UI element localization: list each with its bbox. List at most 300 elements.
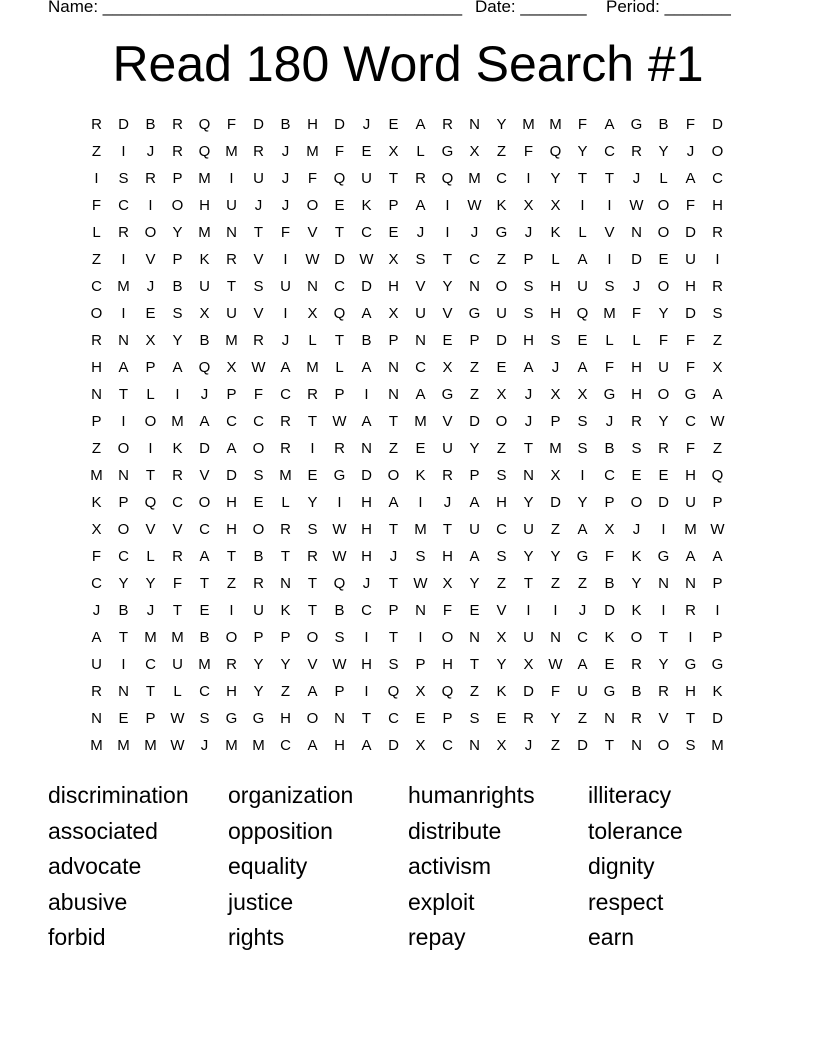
grid-letter: I xyxy=(418,629,423,646)
grid-letter: Z xyxy=(496,251,507,268)
grid-letter: C xyxy=(577,629,588,646)
grid-letter: M xyxy=(171,629,184,646)
grid-letter: J xyxy=(92,602,101,619)
grid-letter: R xyxy=(172,116,183,133)
grid-letter: Y xyxy=(496,656,507,673)
grid-letter: C xyxy=(604,467,615,484)
grid-letter: G xyxy=(225,710,238,727)
grid-letter: I xyxy=(688,629,693,646)
grid-letter: U xyxy=(91,656,102,673)
grid-letter: I xyxy=(148,197,153,214)
grid-letter: I xyxy=(229,602,234,619)
grid-letter: I xyxy=(418,494,423,511)
grid-letter: F xyxy=(550,683,561,700)
grid-letter: J xyxy=(281,197,290,214)
grid-letter: D xyxy=(685,224,696,241)
word-list-item: abusive xyxy=(48,888,128,915)
grid-letter: A xyxy=(577,359,588,376)
grid-letter: M xyxy=(414,521,427,538)
grid-letter: P xyxy=(388,602,399,619)
grid-letter: P xyxy=(226,386,237,403)
grid-letter: D xyxy=(523,683,534,700)
word-list-item: dignity xyxy=(588,853,655,880)
grid-letter: P xyxy=(442,710,453,727)
grid-letter: Q xyxy=(441,170,454,187)
grid-letter: Z xyxy=(712,440,723,457)
grid-letter: S xyxy=(118,170,129,187)
word-list-item: respect xyxy=(588,888,664,915)
grid-letter: O xyxy=(144,224,157,241)
grid-letter: G xyxy=(603,683,616,700)
grid-letter: H xyxy=(685,467,696,484)
grid-letter: I xyxy=(148,440,153,457)
grid-letter: R xyxy=(712,278,723,295)
grid-letter: T xyxy=(442,251,453,268)
grid-letter: X xyxy=(523,197,534,214)
grid-letter: X xyxy=(550,467,561,484)
grid-letter: V xyxy=(172,521,183,538)
grid-letter: A xyxy=(469,494,480,511)
grid-letter: Q xyxy=(333,305,346,322)
grid-letter: P xyxy=(415,656,426,673)
grid-letter: J xyxy=(200,386,209,403)
grid-letter: J xyxy=(200,737,209,754)
grid-letter: L xyxy=(335,359,344,376)
grid-letter: H xyxy=(361,656,372,673)
grid-letter: C xyxy=(334,278,345,295)
grid-letter: A xyxy=(577,521,588,538)
grid-letter: T xyxy=(388,575,399,592)
grid-letter: V xyxy=(145,251,156,268)
grid-letter: C xyxy=(496,521,507,538)
grid-letter: X xyxy=(388,251,399,268)
grid-letter: F xyxy=(91,197,102,214)
grid-letter: Z xyxy=(550,521,561,538)
grid-letter: I xyxy=(553,602,558,619)
grid-letter: V xyxy=(442,413,453,430)
grid-letter: D xyxy=(496,332,507,349)
grid-letter: Z xyxy=(496,440,507,457)
grid-letter: A xyxy=(307,683,318,700)
grid-letter: Z xyxy=(91,251,102,268)
grid-letter: S xyxy=(469,710,480,727)
grid-letter: M xyxy=(225,143,238,160)
grid-letter: G xyxy=(441,386,454,403)
grid-letter: J xyxy=(524,224,533,241)
grid-letter: C xyxy=(712,170,723,187)
word-list-item: activism xyxy=(408,853,492,880)
grid-letter: U xyxy=(577,278,588,295)
grid-letter: P xyxy=(118,494,129,511)
grid-letter: Y xyxy=(442,278,453,295)
grid-letter: H xyxy=(361,548,372,565)
grid-letter: O xyxy=(495,278,508,295)
grid-letter: E xyxy=(388,116,399,133)
grid-letter: D xyxy=(388,737,399,754)
grid-letter: F xyxy=(577,116,588,133)
grid-letter: W xyxy=(710,521,725,538)
grid-letter: B xyxy=(280,116,291,133)
grid-letter: U xyxy=(199,278,210,295)
word-list-item: justice xyxy=(228,888,294,915)
grid-letter: W xyxy=(413,575,428,592)
grid-letter: O xyxy=(252,521,265,538)
grid-letter: T xyxy=(523,440,534,457)
grid-letter: F xyxy=(685,197,696,214)
grid-letter: W xyxy=(332,656,347,673)
grid-letter: J xyxy=(524,386,533,403)
word-list-item: exploit xyxy=(408,888,475,915)
grid-letter: U xyxy=(577,683,588,700)
grid-letter: N xyxy=(307,278,318,295)
grid-letter: L xyxy=(632,332,641,349)
grid-letter: D xyxy=(361,467,372,484)
grid-letter: G xyxy=(441,143,454,160)
grid-letter: D xyxy=(604,602,615,619)
grid-letter: M xyxy=(90,737,103,754)
grid-letter: T xyxy=(388,170,399,187)
grid-letter: M xyxy=(252,737,265,754)
grid-letter: X xyxy=(496,737,507,754)
grid-letter: Y xyxy=(577,494,588,511)
grid-letter: S xyxy=(334,629,345,646)
grid-letter: P xyxy=(712,629,723,646)
grid-letter: C xyxy=(280,386,291,403)
grid-letter: N xyxy=(631,737,642,754)
grid-letter: J xyxy=(632,278,641,295)
grid-letter: N xyxy=(280,575,291,592)
grid-letter: P xyxy=(469,332,480,349)
grid-letter: X xyxy=(199,305,210,322)
grid-letter: O xyxy=(630,494,643,511)
grid-letter: A xyxy=(415,386,426,403)
grid-letter: N xyxy=(118,683,129,700)
grid-letter: D xyxy=(631,251,642,268)
grid-letter: A xyxy=(577,656,588,673)
grid-letter: S xyxy=(496,467,507,484)
grid-letter: U xyxy=(523,629,534,646)
grid-letter: I xyxy=(229,170,234,187)
grid-letter: A xyxy=(712,386,723,403)
grid-letter: O xyxy=(711,143,724,160)
word-list-item: opposition xyxy=(228,817,333,844)
grid-letter: F xyxy=(658,332,669,349)
grid-letter: H xyxy=(496,494,507,511)
grid-letter: W xyxy=(548,656,563,673)
grid-letter: N xyxy=(334,710,345,727)
grid-letter: H xyxy=(199,197,210,214)
grid-letter: A xyxy=(388,494,399,511)
grid-letter: N xyxy=(523,467,534,484)
grid-letter: M xyxy=(117,737,130,754)
grid-letter: J xyxy=(524,737,533,754)
word-list-item: humanrights xyxy=(408,782,535,808)
grid-letter: R xyxy=(631,710,642,727)
grid-letter: I xyxy=(607,251,612,268)
grid-letter: T xyxy=(280,548,291,565)
grid-letter: X xyxy=(415,683,426,700)
grid-letter: I xyxy=(580,467,585,484)
grid-letter: B xyxy=(199,629,210,646)
grid-letter: P xyxy=(145,359,156,376)
grid-letter: R xyxy=(253,332,264,349)
grid-letter: N xyxy=(658,575,669,592)
grid-letter: K xyxy=(496,683,507,700)
grid-letter: M xyxy=(684,521,697,538)
grid-letter: J xyxy=(524,413,533,430)
grid-letter: T xyxy=(604,170,615,187)
grid-letter: P xyxy=(91,413,102,430)
grid-letter: F xyxy=(604,548,615,565)
grid-letter: O xyxy=(117,440,130,457)
grid-letter: A xyxy=(91,629,102,646)
grid-letter: B xyxy=(145,116,156,133)
grid-letter: O xyxy=(657,278,670,295)
grid-letter: R xyxy=(91,332,102,349)
grid-letter: E xyxy=(118,710,129,727)
grid-letter: L xyxy=(659,170,668,187)
grid-letter: Q xyxy=(387,683,400,700)
grid-letter: Y xyxy=(172,224,183,241)
grid-letter: H xyxy=(550,278,561,295)
grid-letter: P xyxy=(145,710,156,727)
grid-letter: A xyxy=(361,305,372,322)
grid-letter: S xyxy=(496,548,507,565)
grid-letter: G xyxy=(333,467,346,484)
grid-letter: R xyxy=(712,224,723,241)
grid-letter: U xyxy=(172,656,183,673)
grid-letter: W xyxy=(629,197,644,214)
grid-letter: F xyxy=(685,116,696,133)
grid-letter: A xyxy=(172,359,183,376)
grid-letter: F xyxy=(226,116,237,133)
grid-letter: C xyxy=(685,413,696,430)
grid-letter: C xyxy=(199,683,210,700)
word-list-item: illiteracy xyxy=(588,782,672,808)
grid-letter: D xyxy=(334,251,345,268)
grid-letter: J xyxy=(551,359,560,376)
header-line xyxy=(48,0,768,19)
grid-letter: I xyxy=(661,602,666,619)
grid-letter: X xyxy=(523,656,534,673)
grid-letter: B xyxy=(199,332,210,349)
grid-letter: J xyxy=(686,143,695,160)
grid-letter: Y xyxy=(658,305,669,322)
grid-letter: Y xyxy=(118,575,129,592)
grid-letter: Y xyxy=(523,494,534,511)
grid-letter: J xyxy=(416,224,425,241)
grid-letter: K xyxy=(631,548,642,565)
grid-letter: T xyxy=(307,413,318,430)
grid-letter: R xyxy=(442,467,453,484)
grid-letter: W xyxy=(332,413,347,430)
grid-letter: T xyxy=(172,602,183,619)
grid-letter: A xyxy=(199,413,210,430)
grid-letter: O xyxy=(657,386,670,403)
grid-letter: B xyxy=(604,440,615,457)
grid-letter: J xyxy=(254,197,263,214)
grid-letter: Y xyxy=(469,575,480,592)
grid-letter: N xyxy=(415,602,426,619)
grid-letter: O xyxy=(306,629,319,646)
grid-letter: R xyxy=(145,170,156,187)
grid-letter: D xyxy=(226,467,237,484)
grid-letter: M xyxy=(711,737,724,754)
grid-letter: Q xyxy=(549,143,562,160)
grid-letter: W xyxy=(251,359,266,376)
grid-letter: I xyxy=(121,305,126,322)
grid-letter: A xyxy=(415,116,426,133)
grid-letter: H xyxy=(442,656,453,673)
grid-letter: H xyxy=(91,359,102,376)
grid-letter: K xyxy=(415,467,426,484)
grid-letter: R xyxy=(172,548,183,565)
grid-letter: Z xyxy=(469,386,480,403)
grid-letter: N xyxy=(631,224,642,241)
grid-letter: I xyxy=(121,656,126,673)
grid-letter: O xyxy=(306,710,319,727)
grid-letter: E xyxy=(658,251,669,268)
grid-letter: D xyxy=(712,116,723,133)
grid-letter: N xyxy=(415,332,426,349)
grid-letter: T xyxy=(145,467,156,484)
grid-letter: R xyxy=(307,548,318,565)
grid-letter: T xyxy=(442,521,453,538)
grid-letter: K xyxy=(712,683,723,700)
grid-letter: F xyxy=(172,575,183,592)
grid-letter: W xyxy=(332,548,347,565)
grid-letter: I xyxy=(526,602,531,619)
grid-letter: N xyxy=(469,629,480,646)
grid-letter: P xyxy=(550,413,561,430)
grid-letter: U xyxy=(361,170,372,187)
grid-letter: P xyxy=(469,467,480,484)
grid-letter: R xyxy=(442,116,453,133)
grid-letter: X xyxy=(577,386,588,403)
word-list-item: equality xyxy=(228,853,308,880)
grid-letter: C xyxy=(361,224,372,241)
grid-letter: S xyxy=(550,332,561,349)
grid-letter: R xyxy=(226,656,237,673)
grid-letter: W xyxy=(710,413,725,430)
grid-letter: M xyxy=(171,413,184,430)
grid-letter: Z xyxy=(496,143,507,160)
grid-letter: T xyxy=(307,602,318,619)
grid-letter: R xyxy=(91,116,102,133)
grid-letter: D xyxy=(334,116,345,133)
grid-letter: H xyxy=(361,521,372,538)
grid-letter: Y xyxy=(523,548,534,565)
grid-letter: I xyxy=(121,143,126,160)
grid-letter: T xyxy=(334,224,345,241)
grid-letter: X xyxy=(307,305,318,322)
grid-letter: M xyxy=(306,359,319,376)
grid-letter: V xyxy=(145,521,156,538)
grid-letter: B xyxy=(604,575,615,592)
grid-letter: E xyxy=(361,143,372,160)
grid-letter: G xyxy=(252,710,265,727)
grid-letter: B xyxy=(334,602,345,619)
grid-letter: Q xyxy=(333,575,346,592)
grid-letter: N xyxy=(550,629,561,646)
grid-letter: F xyxy=(91,548,102,565)
grid-letter: W xyxy=(170,737,185,754)
grid-letter: Z xyxy=(577,710,588,727)
grid-letter: X xyxy=(496,629,507,646)
grid-letter: R xyxy=(334,440,345,457)
grid-letter: U xyxy=(226,197,237,214)
grid-letter: J xyxy=(362,575,371,592)
grid-letter: H xyxy=(631,359,642,376)
grid-letter: T xyxy=(469,656,480,673)
word-list-item: rights xyxy=(228,924,285,951)
grid-letter: N xyxy=(469,278,480,295)
letter-grid xyxy=(83,111,731,759)
grid-letter: Q xyxy=(198,116,211,133)
grid-letter: I xyxy=(445,197,450,214)
grid-letter: I xyxy=(283,305,288,322)
grid-letter: G xyxy=(603,386,616,403)
grid-letter: Y xyxy=(658,143,669,160)
grid-letter: J xyxy=(281,332,290,349)
grid-letter: B xyxy=(631,683,642,700)
grid-letter: P xyxy=(712,575,723,592)
grid-letter: H xyxy=(685,278,696,295)
grid-letter: J xyxy=(281,143,290,160)
grid-letter: R xyxy=(280,521,291,538)
grid-letter: E xyxy=(604,656,615,673)
grid-letter: F xyxy=(631,305,642,322)
grid-letter: E xyxy=(307,467,318,484)
grid-letter: D xyxy=(577,737,588,754)
grid-letter: R xyxy=(226,251,237,268)
grid-letter: Z xyxy=(550,575,561,592)
grid-letter: M xyxy=(279,467,292,484)
grid-letter: C xyxy=(361,602,372,619)
grid-letter: M xyxy=(225,332,238,349)
grid-letter: P xyxy=(604,494,615,511)
grid-letter: I xyxy=(364,386,369,403)
grid-letter: Q xyxy=(198,359,211,376)
grid-letter: H xyxy=(523,332,534,349)
grid-letter: O xyxy=(225,629,238,646)
grid-letter: Z xyxy=(91,440,102,457)
grid-letter: D xyxy=(118,116,129,133)
grid-letter: C xyxy=(442,737,453,754)
grid-letter: P xyxy=(172,170,183,187)
grid-letter: E xyxy=(496,359,507,376)
word-list-item: tolerance xyxy=(588,817,683,844)
grid-letter: S xyxy=(415,548,426,565)
grid-letter: R xyxy=(172,467,183,484)
grid-letter: H xyxy=(388,278,399,295)
grid-letter: C xyxy=(253,413,264,430)
grid-letter: K xyxy=(361,197,372,214)
grid-letter: Z xyxy=(712,332,723,349)
grid-letter: R xyxy=(280,413,291,430)
grid-letter: A xyxy=(307,737,318,754)
grid-letter: J xyxy=(146,143,155,160)
grid-letter: E xyxy=(496,710,507,727)
grid-letter: A xyxy=(523,359,534,376)
grid-letter: S xyxy=(604,278,615,295)
grid-letter: R xyxy=(631,656,642,673)
grid-letter: F xyxy=(685,440,696,457)
grid-letter: T xyxy=(118,386,129,403)
grid-letter: D xyxy=(199,440,210,457)
grid-letter: I xyxy=(337,494,342,511)
grid-letter: J xyxy=(389,548,398,565)
